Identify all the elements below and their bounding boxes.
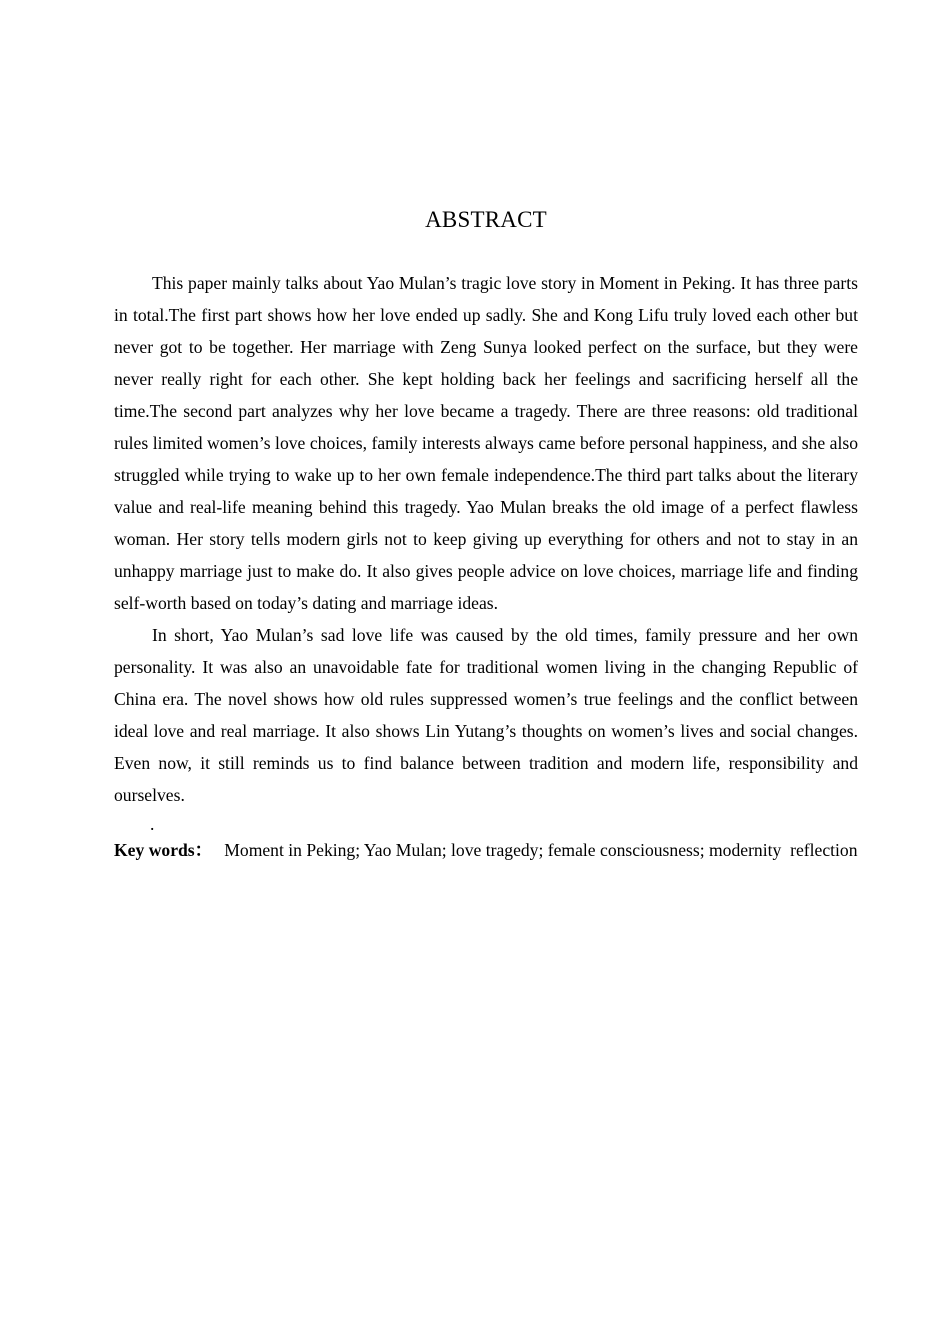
abstract-title: ABSTRACT bbox=[425, 207, 547, 232]
stray-period-mark: . bbox=[150, 814, 155, 834]
keywords-text: Moment in Peking; Yao Mulan; love tragedy; female consciousness; modernity reflection bbox=[224, 840, 858, 860]
abstract-paragraph-1: This paper mainly talks about Yao Mulan’s tragic love story in Moment in Peking. It has three parts in total.The first part shows how her love ended up sadly. She and Kong Lifu truly loved each other but never got to be together. Her marriage with Zeng Sunya looked perfect on the surface, but they were never really right for each other. She kept holding back her feelings and sacrificing herself all the time.The second part analyzes why her love became a tragedy. There are three reasons: old traditional rules limited women’s love choices, family interests always came before personal happiness, and she also struggled while trying to wake up to her own female independence.The third part talks about the literary value and real-life meaning behind this tragedy. Yao Mulan breaks the old image of a perfect flawless woman. Her story tells modern girls not to keep giving up everything for others and not to stay in an unhappy marriage just to make do. It also gives people advice on love choices, marriage life and finding self-worth based on today’s dating and marriage ideas. bbox=[114, 273, 858, 613]
keywords-line bbox=[114, 837, 858, 864]
abstract-paragraph-2: In short, Yao Mulan’s sad love life was caused by the old times, family pressure and her own personality. It was also an unavoidable fate for traditional women living in the changing Republic of China era. The novel shows how old rules suppressed women’s true feelings and the conflict between ideal love and real marriage. It also shows Lin Yutang’s thoughts on women’s lives and social changes. Even now, it still reminds us to find balance between tradition and modern life, responsibility and ourselves. bbox=[114, 625, 858, 805]
keywords-separator: ： bbox=[194, 840, 213, 860]
keywords-label: Key words bbox=[114, 840, 195, 860]
abstract-body bbox=[114, 267, 858, 864]
